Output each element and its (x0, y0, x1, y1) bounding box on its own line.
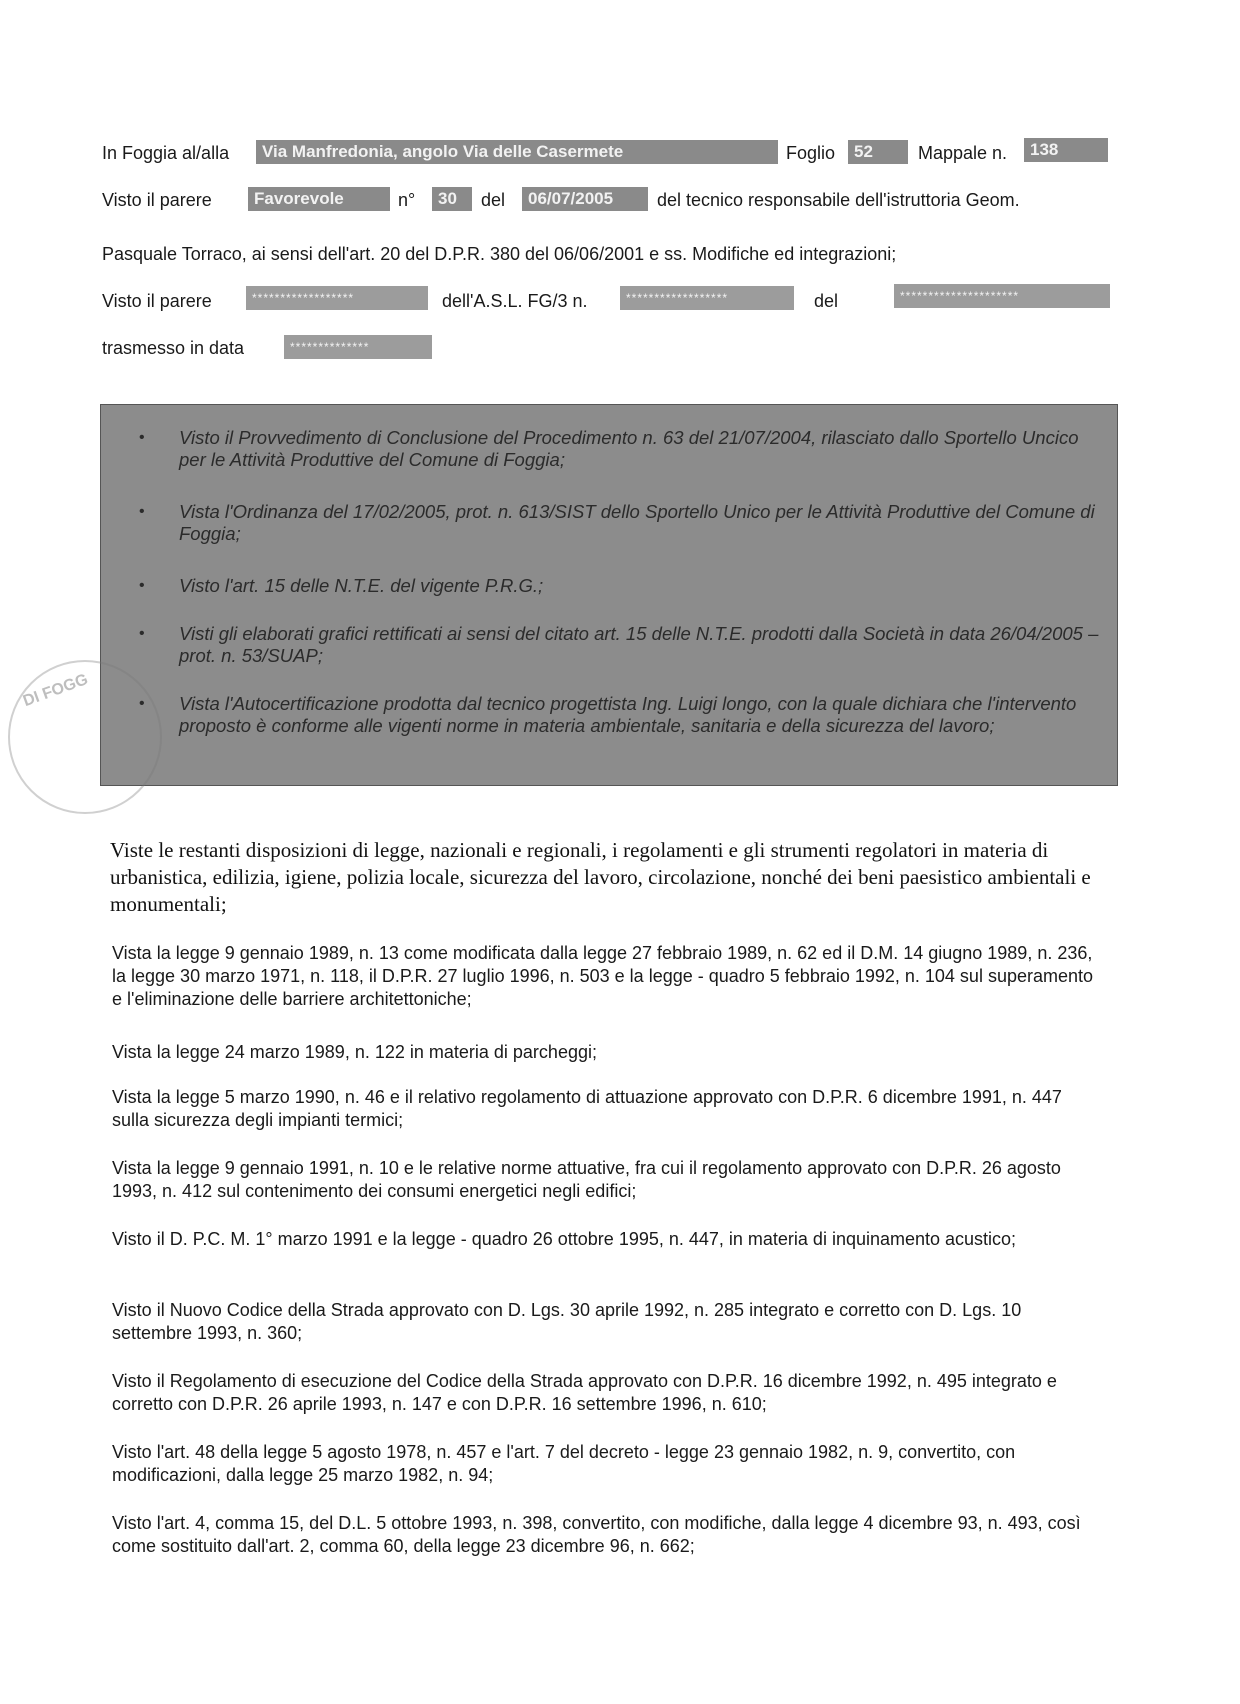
law-paragraph: Visto l'art. 4, comma 15, del D.L. 5 ottobre 1993, n. 398, convertito, con modifiche, dalla legge 4 dicembre 93, n. 493, così come sostituito dall'art. 2, comma 60, della legge 23 dicembre 96, n. 662; (112, 1513, 1081, 1556)
premise-text: Visti gli elaborati grafici rettificati ai sensi del citato art. 15 delle N.T.E. prodotti dalla Società in data 26/04/2005 – prot. n. 53/SUAP; (179, 623, 1099, 666)
premise-text: Vista l'Ordinanza del 17/02/2005, prot. n. 613/SIST dello Sportello Unico per le Attività Produttive del Comune di Foggia; (179, 501, 1095, 544)
asl-label: dell'A.S.L. FG/3 n. (442, 291, 588, 311)
premise-item (139, 501, 1109, 545)
bullet-icon: • (139, 695, 145, 712)
trasmesso-label: trasmesso in data (102, 338, 245, 358)
mappale-label: Mappale n. (918, 143, 1008, 163)
premise-text: Vista l'Autocertificazione prodotta dal tecnico progettista Ing. Luigi longo, con la quale dichiara che l'intervento proposto è conforme alle vigenti norme in materia ambientale, sanitaria e della sicurezza del lavoro; (179, 693, 1077, 736)
parere-date-field: 06/07/2005 (522, 187, 648, 211)
law-paragraph: Visto il Regolamento di esecuzione del Codice della Strada approvato con D.P.R. 16 dicembre 1992, n. 495 integrato e corretto con D.P.R. 26 aprile 1993, n. 147 e con D.P.R. 16 settembre 1996, n. 610; (112, 1371, 1057, 1414)
premise-item (139, 693, 1109, 737)
premise-item (139, 427, 1109, 471)
premise-text: Visto il Provvedimento di Conclusione del Procedimento n. 63 del 21/07/2004, rilasciato dallo Sportello Uncico per le Attività Produttive del Comune di Foggia; (179, 427, 1079, 470)
law-paragraph: Visto il D. P.C. M. 1° marzo 1991 e la legge - quadro 26 ottobre 1995, n. 447, in materia di inquinamento acustico; (112, 1229, 1017, 1249)
law-paragraph: Visto il Nuovo Codice della Strada approvato con D. Lgs. 30 aprile 1992, n. 285 integrato e corretto con D. Lgs. 10 settembre 1993, n. 360; (112, 1300, 1022, 1343)
foglio-field: 52 (848, 140, 908, 164)
dispositions-paragraph: Viste le restanti disposizioni di legge, nazionali e regionali, i regolamenti e gli strumenti regolatori in materia di urbanistica, edilizia, igiene, polizia locale, sicurezza del lavoro, circolazione, nonché dei beni paesistico ambientali e monumentali; (110, 838, 1091, 916)
asl-del-label: del (814, 291, 839, 311)
responsabile-text: del tecnico responsabile dell'istruttoria Geom. (657, 190, 1020, 210)
asl-date-field: ********************* (894, 284, 1110, 308)
stamp-text: DI FOGG (20, 670, 91, 711)
parere-field: Favorevole (248, 187, 390, 211)
law-paragraph: Vista la legge 5 marzo 1990, n. 46 e il relativo regolamento di attuazione approvato con D.P.R. 6 dicembre 1991, n. 447 sulla sicurezza degli impianti termici; (112, 1087, 1062, 1130)
address-field: Via Manfredonia, angolo Via delle Casermete (256, 140, 778, 164)
premise-item (139, 623, 1109, 667)
mappale-field: 138 (1024, 138, 1108, 162)
parere-number-field: 30 (432, 187, 472, 211)
law-paragraph: Vista la legge 24 marzo 1989, n. 122 in materia di parcheggi; (112, 1042, 597, 1062)
trasmesso-field: ************** (284, 335, 432, 359)
asl-parere-label: Visto il parere (102, 291, 212, 311)
premises-box (100, 404, 1118, 786)
foglio-label: Foglio (786, 143, 836, 163)
premise-item (139, 575, 1109, 597)
bullet-icon: • (139, 429, 145, 446)
bullet-icon: • (139, 625, 145, 642)
asl-number-field: ****************** (620, 286, 794, 310)
bullet-icon: • (139, 577, 145, 594)
del-label: del (481, 190, 506, 210)
law-paragraph: Vista la legge 9 gennaio 1991, n. 10 e le relative norme attuative, fra cui il regolamento approvato con D.P.R. 26 agosto 1993, n. 412 sul contenimento dei consumi energetici negli edifici; (112, 1158, 1061, 1201)
torraco-line: Pasquale Torraco, ai sensi dell'art. 20 del D.P.R. 380 del 06/06/2001 e ss. Modifiche ed integrazioni; (102, 244, 897, 264)
asl-parere-field: ****************** (246, 286, 428, 310)
parere-label: Visto il parere (102, 190, 212, 210)
law-paragraph: Visto l'art. 48 della legge 5 agosto 1978, n. 457 e l'art. 7 del decreto - legge 23 gennaio 1982, n. 9, convertito, con modificazioni, dalla legge 25 marzo 1982, n. 94; (112, 1442, 1016, 1485)
location-label: In Foggia al/alla (102, 143, 230, 163)
law-paragraph: Vista la legge 9 gennaio 1989, n. 13 come modificata dalla legge 27 febbraio 1989, n. 62 ed il D.M. 14 giugno 1989, n. 236, la legge 30 marzo 1971, n. 118, il D.P.R. 27 luglio 1996, n. 503 e la legge - quadro 5 febbraio 1992, n. 104 sul superamento e l'eliminazione delle barriere architettoniche; (112, 943, 1094, 1009)
bullet-icon: • (139, 503, 145, 520)
premise-text: Visto l'art. 15 delle N.T.E. del vigente P.R.G.; (179, 575, 544, 596)
number-label: n° (398, 190, 416, 210)
